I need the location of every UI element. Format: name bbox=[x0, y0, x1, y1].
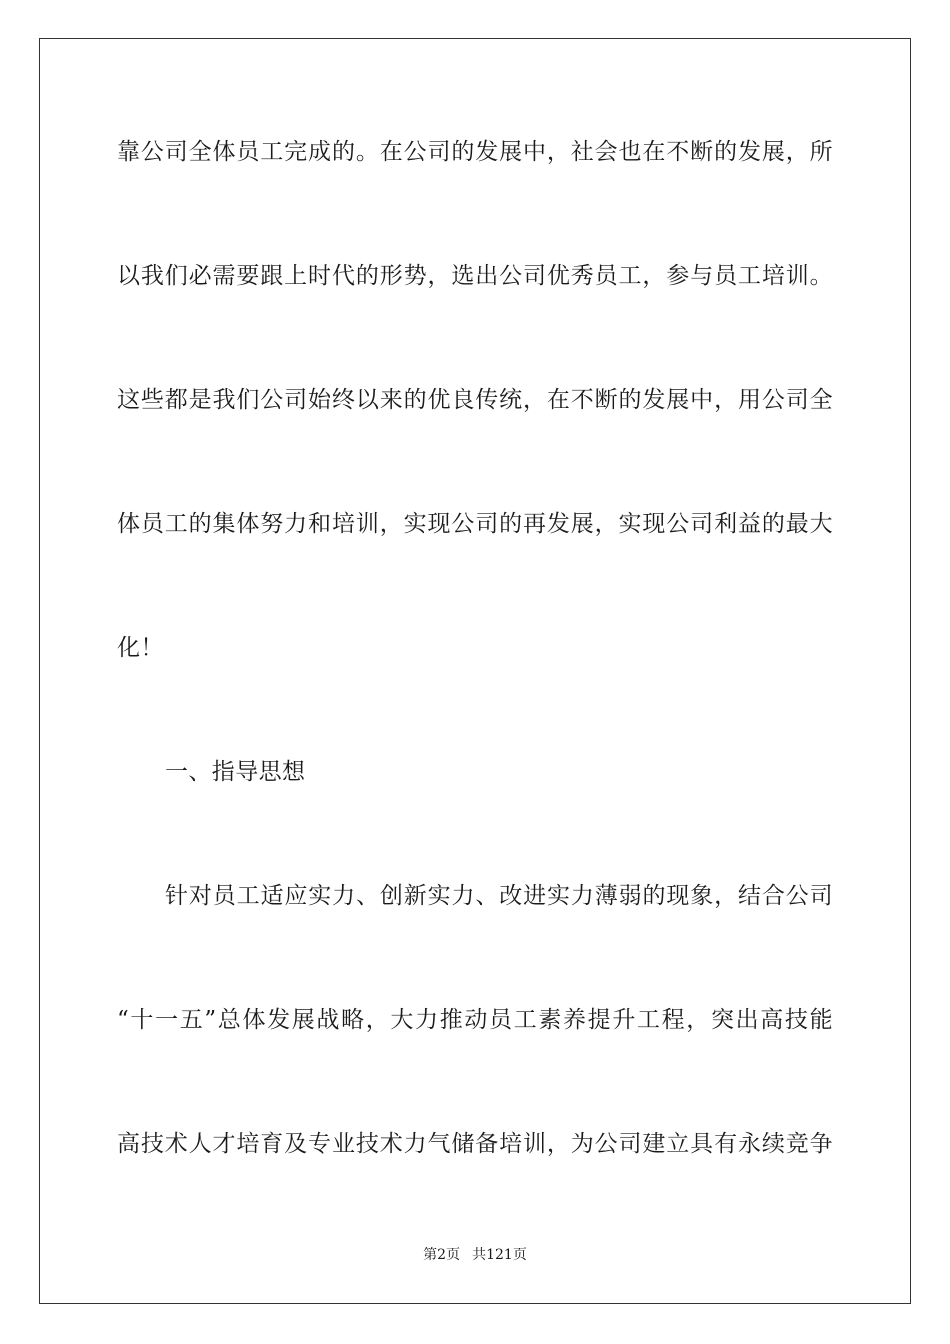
body-text-line-7: 针对员工适应实力、创新实力、改进实力薄弱的现象，结合公司 bbox=[165, 883, 833, 909]
body-text-line-3: 这些都是我们公司始终以来的优良传统，在不断的发展中，用公司全 bbox=[117, 387, 833, 413]
body-text-line-8: “十一五”总体发展战略，大力推动员工素养提升工程，突出高技能 bbox=[117, 1007, 833, 1033]
page-number: 第2页 bbox=[423, 1247, 461, 1263]
total-pages: 共121页 bbox=[472, 1247, 527, 1263]
body-text-line-4: 体员工的集体努力和培训，实现公司的再发展，实现公司利益的最大 bbox=[117, 511, 833, 537]
page-border bbox=[39, 38, 911, 1304]
body-text-line-9: 高技术人才培育及专业技术力气储备培训，为公司建立具有永续竞争 bbox=[117, 1131, 833, 1157]
body-text-line-2: 以我们必需要跟上时代的形势，选出公司优秀员工，参与员工培训。 bbox=[117, 263, 833, 289]
page-footer bbox=[0, 1245, 950, 1265]
body-text-line-1: 靠公司全体员工完成的。在公司的发展中，社会也在不断的发展，所 bbox=[117, 139, 833, 165]
section-heading: 一、指导思想 bbox=[165, 759, 306, 785]
body-text-line-5: 化！ bbox=[117, 635, 164, 661]
